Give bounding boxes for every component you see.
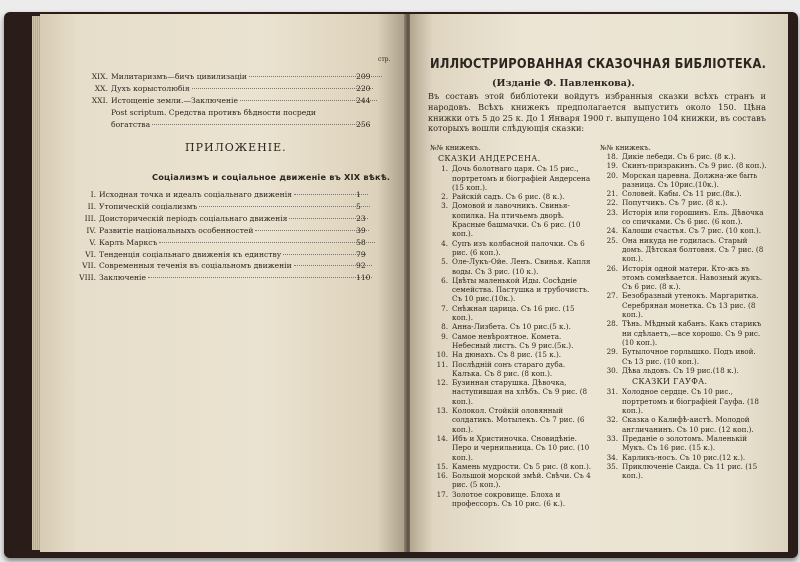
entry-number: 23. xyxy=(606,207,618,217)
entry-number: 33. xyxy=(606,433,618,443)
catalog-column-2 xyxy=(600,144,768,480)
catalog-entry xyxy=(600,387,768,415)
entry-text: Дикіе лебеди. Съ 6 рис. (8 к.). xyxy=(622,152,736,161)
catalog-entry xyxy=(600,319,768,347)
catalog-entry xyxy=(600,347,768,366)
entry-text: Исторія одной матери. Кто-жъ въ этомъ сомнѣвается. Навозный жукъ. Съ 6 рис. (8 к.). xyxy=(622,263,763,292)
catalog-list-1 xyxy=(430,164,592,508)
catalog-entry xyxy=(430,471,592,490)
toc-leader xyxy=(152,124,368,125)
catalog-entry xyxy=(600,264,768,292)
catalog-entry xyxy=(430,406,592,434)
catalog-entry xyxy=(600,415,768,434)
entry-text: Безобразный утенокъ. Маргаритка. Серебряная монетка. Съ 13 рис. (8 коп.). xyxy=(622,291,759,320)
toc-title: Современныя теченія въ соціальномъ движеніи xyxy=(99,261,292,271)
entry-number: 27. xyxy=(606,291,618,301)
entry-number: 21. xyxy=(606,189,618,199)
entry-text: Послѣдній сонъ стараго дуба. Калъка. Съ 8 рис. (8 коп.). xyxy=(452,359,566,378)
toc-leader xyxy=(159,242,374,243)
entry-number: 22. xyxy=(606,198,618,208)
entry-number: 29. xyxy=(606,347,618,357)
book xyxy=(4,12,798,558)
toc-title: Истощеніе земли.—Заключеніе xyxy=(111,96,238,105)
entry-text: Тѣнь. Мѣдный кабанъ. Какъ старикъ ни сдѣлаетъ,—все хорошо. Съ 9 рис. (10 коп.). xyxy=(622,319,762,347)
entry-text: На дюнахъ. Съ 8 рис. (15 к.). xyxy=(452,350,562,360)
toc-title: Исходная точка и идеалъ соціальнаго движенія xyxy=(99,190,292,199)
entry-text: Самое невѣроятное. Комета. Небесный листъ. Съ 9 рис.(5к.). xyxy=(452,331,574,350)
entry-text: Колокол. Стойкій оловянный солдатикъ. Мотылекъ. Съ 7 рис. (6 коп.). xyxy=(452,406,585,434)
toc-page: 244 xyxy=(356,96,371,105)
toc-title: Заключеніе xyxy=(99,273,146,283)
toc-leader xyxy=(283,254,366,255)
catalog-entry xyxy=(600,189,768,198)
toc-row xyxy=(82,72,378,81)
entry-text: Анна-Лизбета. Съ 10 рис.(5 к.). xyxy=(452,322,571,332)
toc-leader xyxy=(192,88,373,89)
catalog-entry xyxy=(430,350,592,359)
catalog-entry xyxy=(430,257,592,276)
catalog-entry xyxy=(430,201,592,238)
toc-title: Доисторическій періодъ соціальнаго движенія xyxy=(99,213,288,223)
entry-text: Дѣва льдовъ. Съ 19 рис.(18 к.). xyxy=(622,365,739,375)
toc-title: Милитаризмъ—бичъ цивилизаціи xyxy=(111,72,247,81)
entry-text: Цвѣты маленькой Иды. Сосѣдніе семейства. Пастушка и трубочистъ. Съ 10 рис.(10к.). xyxy=(452,275,590,304)
column-header: №№ книжекъ. xyxy=(430,144,481,152)
toc-number: XXI. xyxy=(91,96,108,105)
entry-number: 25. xyxy=(606,235,618,245)
catalog-entry xyxy=(430,434,592,462)
toc-page: 220 xyxy=(356,84,371,93)
catalog-entry xyxy=(600,226,768,235)
column-header: №№ книжекъ. xyxy=(600,144,651,152)
entry-text: Райскій садъ. Съ 6 рис. (8 к.). xyxy=(452,192,565,202)
entry-number: 26. xyxy=(606,263,618,273)
entry-number: 32. xyxy=(606,415,618,425)
entry-number: 19. xyxy=(606,161,618,171)
entry-text: Большой морской змѣй. Свѣчи. Съ 4 рис. (5 коп.). xyxy=(452,471,591,490)
toc-row xyxy=(70,238,378,247)
catalog-entry xyxy=(600,161,768,170)
toc-page: 1 xyxy=(356,190,361,199)
entry-number: 12. xyxy=(436,378,448,388)
toc-title: Post scriptum. Средства противъ бѣдности посреди xyxy=(111,108,316,117)
toc-number: I. xyxy=(90,190,96,199)
entry-number: 16. xyxy=(436,471,448,481)
entry-text: Исторія или горошинъ. Ель. Дѣвочка со спичками. Съ 6 рис. (6 коп.). xyxy=(622,207,764,227)
entry-number: 14. xyxy=(436,433,448,443)
toc-page: 39 xyxy=(356,225,366,235)
catalog-entry xyxy=(600,462,768,481)
entry-text: Оле-Лукъ-Ойе. Ленъ. Свинья. Капля воды. Съ 3 рис. (10 к.). xyxy=(452,257,591,276)
entry-number: 8. xyxy=(441,322,448,332)
catalog-entry xyxy=(430,378,592,406)
entry-number: 1. xyxy=(441,164,448,174)
catalog-entry xyxy=(430,332,592,351)
entry-text: Снѣжная царица. Съ 16 рис. (15 коп.). xyxy=(452,303,575,323)
page-column-label: стр. xyxy=(378,56,391,63)
toc-row xyxy=(70,261,378,270)
entry-text: Преданіе о золотомъ. Маленькій Мукъ. Съ 16 рис. (15 к.). xyxy=(622,433,747,453)
section-heading-andersen: СКАЗКИ АНДЕРСЕНА. xyxy=(438,154,541,163)
catalog-list-2 xyxy=(600,152,768,375)
catalog-entry xyxy=(600,453,768,462)
toc-number: VIII. xyxy=(79,273,96,283)
catalog-entry xyxy=(600,291,768,319)
catalog-entry xyxy=(600,171,768,190)
catalog-entry xyxy=(430,192,592,201)
catalog-entry xyxy=(600,236,768,264)
toc-number: XX. xyxy=(94,84,108,93)
entry-number: 35. xyxy=(606,461,618,471)
entry-number: 13. xyxy=(436,406,448,416)
toc-number: III. xyxy=(84,213,96,223)
entry-text: Калоши счастья. Съ 7 рис. (10 коп.). xyxy=(622,226,761,236)
catalog-entry xyxy=(430,462,592,471)
entry-text: Попутчикъ. Съ 7 рис. (8 к.). xyxy=(622,198,728,208)
appendix-title: ПРИЛОЖЕНІЕ. xyxy=(185,141,287,154)
entry-text: Скинъ-призракинъ. Съ 9 рис. (8 коп.). xyxy=(622,161,767,171)
toc-title: Утопическій соціализмъ xyxy=(99,201,198,211)
toc-row xyxy=(70,214,378,223)
entry-text: Камень мудрости. Съ 5 рис. (8 коп.). xyxy=(452,461,592,471)
toc-page: 5 xyxy=(356,201,361,211)
toc-leader xyxy=(199,206,370,207)
entry-number: 31. xyxy=(606,387,618,397)
entry-text: Приключеніе Саида. Съ 11 рис. (15 коп.). xyxy=(622,461,758,481)
toc-title: Развитіе національныхъ особенностей xyxy=(99,225,254,235)
right-page xyxy=(410,14,788,552)
entry-text: Она никуда не годилась. Старый домъ. Дѣтская болтовня. Съ 7 рис. (8 коп.). xyxy=(622,235,764,264)
toc-number: IV. xyxy=(86,225,96,235)
catalog-entry xyxy=(430,276,592,304)
entry-number: 5. xyxy=(441,257,448,267)
entry-number: 10. xyxy=(436,350,448,360)
toc-row xyxy=(70,190,378,199)
toc-number: VII. xyxy=(82,261,96,271)
entry-number: 9. xyxy=(441,331,448,341)
appendix-subtitle: Соціализмъ и соціальное движеніе въ XIX вѣкѣ. xyxy=(152,172,391,182)
entry-number: 34. xyxy=(606,452,618,462)
entry-number: 17. xyxy=(436,489,448,499)
toc-page: 23 xyxy=(356,213,366,223)
toc-title: Карлъ Марксъ xyxy=(99,237,158,247)
entry-text: Бутылочное горлышко. Подъ ивой. Съ 13 рис. (10 коп.). xyxy=(622,347,756,366)
toc-number: II. xyxy=(87,201,96,211)
catalog-entry xyxy=(430,304,592,323)
entry-text: Морская царевна. Должна-же быть разница. Съ 10рис.(10к.). xyxy=(622,170,758,189)
catalog-entry xyxy=(430,490,592,509)
entry-number: 20. xyxy=(606,170,618,180)
entry-number: 11. xyxy=(436,359,448,369)
toc-leader xyxy=(148,277,372,278)
entry-text: Карликъ-носъ. Съ 10 рис.(12 к.). xyxy=(622,452,746,462)
toc-page: 58 xyxy=(356,237,366,247)
entry-text: Ибъ и Христиночка. Сновидѣніе. Перо и чернильница. Съ 10 рис. (10 коп.). xyxy=(452,433,590,462)
catalog-list-gauf xyxy=(600,387,768,480)
catalog-entry xyxy=(430,239,592,258)
entry-number: 2. xyxy=(441,192,448,202)
catalog-entry xyxy=(430,164,592,192)
catalog-column-1 xyxy=(430,144,592,508)
left-page xyxy=(40,14,406,552)
entry-text: Золотое сокровище. Блоха и профессоръ. Съ 10 рис. (6 к.). xyxy=(452,489,566,508)
toc-row xyxy=(70,250,378,259)
toc-page: 110 xyxy=(356,273,371,283)
toc-row xyxy=(82,120,378,129)
entry-number: 30. xyxy=(606,365,618,375)
toc-number: VI. xyxy=(85,249,96,259)
toc-row xyxy=(70,226,378,235)
entry-text: Домовой и лавочникъ. Свинья-копилка. На птичьемъ дворѣ. Красные башмачки. Съ 6 рис. (10 коп.). xyxy=(452,201,581,239)
entry-number: 18. xyxy=(606,152,618,161)
catalog-entry xyxy=(430,322,592,331)
toc-page: 79 xyxy=(356,249,366,259)
entry-text: Супъ изъ колбасной палочки. Съ 6 рис. (6 коп.). xyxy=(452,238,585,257)
toc-leader xyxy=(255,230,369,231)
library-subtitle: (Изданіе Ф. Павленкова). xyxy=(492,78,635,89)
entry-number: 3. xyxy=(441,201,448,211)
entry-text: Дочь болотнаго царя. Съ 15 рис., портретомъ и біографіей Андерсена (15 коп.). xyxy=(452,164,591,192)
entry-number: 28. xyxy=(606,319,618,329)
catalog-entry xyxy=(600,152,768,161)
toc-number: V. xyxy=(89,237,96,247)
entry-text: Холодное сердце. Съ 10 рис., портретомъ и біографіей Гауфа. (18 коп.). xyxy=(622,387,759,416)
entry-number: 7. xyxy=(441,303,448,313)
entry-text: Сказка о Калифѣ-аистѣ. Молодой англичанинъ. Съ 10 рис. (12 коп.). xyxy=(622,415,754,434)
entry-text: Бузинная старушка. Дѣвочка, наступившая на хлѣбъ. Съ 9 рис. (8 коп.). xyxy=(452,378,588,406)
entry-text: Соловей. Кабы. Съ 11 рис.(8к.). xyxy=(622,189,742,199)
toc-row xyxy=(82,84,378,93)
library-intro: Въ составъ этой библіотеки войдутъ избранныя сказки всѣхъ странъ и народовъ. Всѣхъ книжекъ предполагается выпустить около 150. Цѣна книжки отъ 5 до 25 к. До 1 Января 1900 г. выпущено 104 книжки, въ составъ которыхъ вошли слѣдующія сказки: xyxy=(428,91,766,134)
entry-number: 6. xyxy=(441,275,448,285)
catalog-entry xyxy=(600,198,768,207)
toc-title: богатства xyxy=(111,120,151,129)
entry-number: 4. xyxy=(441,238,448,248)
entry-number: 15. xyxy=(436,461,448,471)
library-title: ИЛЛЮСТРИРОВАННАЯ СКАЗОЧНАЯ БИБЛІОТЕКА. xyxy=(430,57,767,72)
toc-row xyxy=(70,202,378,211)
toc-number: XIX. xyxy=(91,72,108,81)
catalog-entry xyxy=(600,208,768,227)
entry-number: 24. xyxy=(606,226,618,236)
catalog-entry xyxy=(600,366,768,375)
toc-row xyxy=(82,108,378,117)
catalog-entry xyxy=(600,434,768,453)
toc-page: 92 xyxy=(356,261,366,271)
toc-row xyxy=(70,273,378,282)
toc-row xyxy=(82,96,378,105)
section-heading-gauf: СКАЗКИ ГАУФА. xyxy=(632,377,708,387)
toc-title: Духъ корыстолюбія xyxy=(111,84,190,93)
toc-page: 256 xyxy=(356,120,371,129)
catalog-entry xyxy=(430,360,592,379)
toc-page: 209 xyxy=(356,72,371,81)
toc-title: Тенденція соціальнаго движенія къ единству xyxy=(99,249,282,259)
